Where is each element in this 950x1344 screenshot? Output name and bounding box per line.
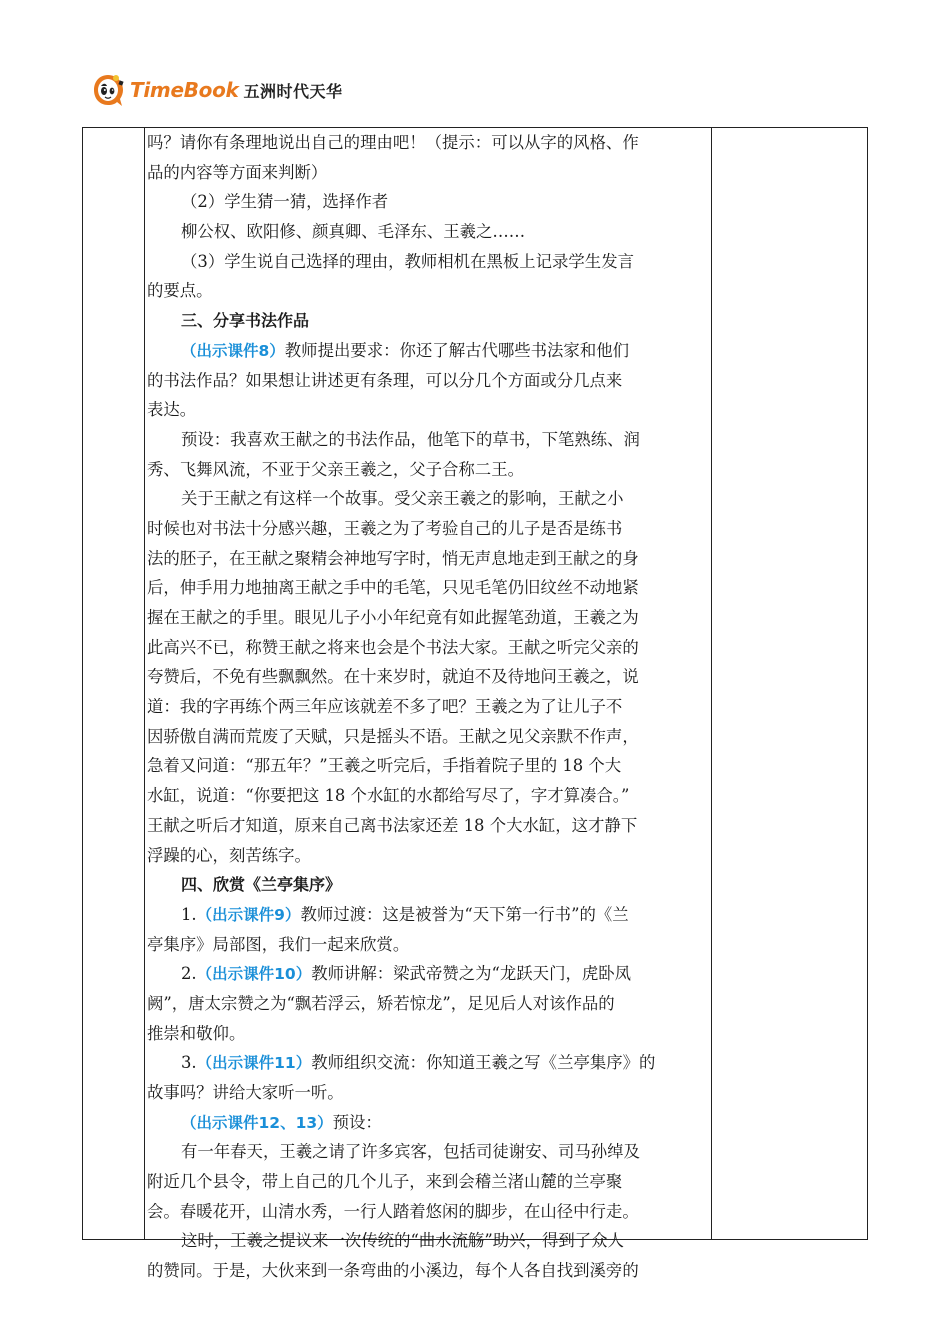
text-line (145, 1226, 711, 1256)
line-text: 后，伸手用力地抽离王献之手中的毛笔，只见毛笔仍旧纹丝不动地紧 (147, 578, 639, 598)
text-line (145, 455, 711, 485)
line-text: （2）学生猜一猜，选择作者 (181, 192, 389, 212)
logo (92, 70, 343, 110)
text-line (145, 395, 711, 425)
text-line (145, 484, 711, 514)
line-text: 秀、飞舞风流，不亚于父亲王羲之，父子合称二王。 (147, 459, 524, 479)
text-line (145, 1108, 711, 1138)
text-line (145, 276, 711, 306)
timebook-mascot-icon (92, 72, 126, 108)
text-line (145, 128, 711, 158)
text-line (145, 722, 711, 752)
line-text: 的赞同。于是，大伙来到一条弯曲的小溪边，每个人各自找到溪旁的 (147, 1261, 639, 1281)
text-line (145, 751, 711, 781)
table-divider-right (711, 128, 712, 1239)
text-line (145, 544, 711, 574)
line-text: 教师讲解：梁武帝赞之为“龙跃天门，虎卧凤 (311, 964, 632, 984)
text-line (145, 692, 711, 722)
text-line (145, 633, 711, 663)
text-line (145, 187, 711, 217)
line-text: 阙”，唐太宗赞之为“飘若浮云，矫若惊龙”，足见后人对该作品的 (147, 993, 615, 1013)
item-number: 3. (181, 1053, 197, 1073)
line-text: 表达。 (147, 400, 197, 420)
item-number: 1. (181, 904, 197, 924)
line-text: 法的胚子，在王献之聚精会神地写字时，悄无声息地走到王献之的身 (147, 548, 639, 568)
courseware-tag: （出示课件11） (196, 1054, 312, 1073)
courseware-tag: （出示课件8） (181, 341, 285, 360)
text-line (145, 336, 711, 366)
line-text: 柳公权、欧阳修、颜真卿、毛泽东、王羲之…… (181, 222, 526, 242)
line-text: 握在王献之的手里。眼见儿子小小年纪竟有如此握笔劲道，王羲之为 (147, 608, 639, 627)
text-line (145, 662, 711, 692)
text-line (145, 841, 711, 871)
text-line (145, 247, 711, 277)
line-text: 品的内容等方面来判断） (147, 162, 328, 182)
line-text: 时候也对书法十分感兴趣，王羲之为了考验自己的儿子是否是练书 (147, 518, 623, 538)
text-line (145, 1167, 711, 1197)
line-text: 此高兴不已，称赞王献之将来也会是个书法大家。王献之听完父亲的 (147, 637, 639, 657)
line-text: 的要点。 (147, 281, 213, 301)
text-line (145, 158, 711, 188)
section-heading (145, 306, 711, 336)
line-text: 的书法作品？如果想让讲述更有条理，可以分几个方面或分几点来 (147, 370, 623, 390)
line-text: 有一年春天，王羲之请了许多宾客，包括司徒谢安、司马孙绰及 (181, 1142, 640, 1162)
line-text: 道：我的字再练个两三年应该就差不多了吧？王羲之为了让儿子不 (147, 697, 623, 717)
line-text: 急着又问道：“那五年？”王羲之听完后，手指着院子里的 18 个大 (147, 756, 622, 776)
line-text: 亭集序》局部图，我们一起来欣赏。 (147, 934, 410, 954)
line-text: 浮躁的心，刻苦练字。 (147, 845, 311, 865)
text-line (145, 514, 711, 544)
line-text: 因骄傲自满而荒废了天赋，只是摇头不语。王献之见父亲默不作声， (147, 726, 639, 746)
text-line (145, 959, 711, 989)
text-line (145, 1078, 711, 1108)
line-text: （3）学生说自己选择的理由，教师相机在黑板上记录学生发言 (181, 251, 634, 271)
text-line (145, 989, 711, 1019)
text-line (145, 573, 711, 603)
courseware-tag: （出示课件10） (196, 965, 312, 984)
line-text: 关于王献之有这样一个故事。受父亲王羲之的影响，王献之小 (181, 489, 624, 509)
line-text: 教师提出要求：你还了解古代哪些书法家和他们 (284, 340, 629, 360)
text-line (145, 1256, 711, 1286)
heading-text: 三、分享书法作品 (181, 311, 310, 331)
line-text: 推崇和敬仰。 (147, 1023, 246, 1043)
text-line (145, 1137, 711, 1167)
line-text: 夸赞后，不免有些飘飘然。在十来岁时，就迫不及待地问王羲之，说 (147, 667, 639, 687)
logo-brand-cn: 五洲时代天华 (243, 81, 343, 101)
text-line (145, 1019, 711, 1049)
courseware-tag: （出示课件9） (196, 905, 301, 924)
text-line (145, 930, 711, 960)
text-line (145, 603, 711, 633)
heading-text: 四、欣赏《兰亭集序》 (181, 875, 342, 895)
lesson-content-column (145, 128, 711, 1286)
section-heading (145, 870, 711, 900)
line-text: 预设： (332, 1112, 382, 1132)
line-text: 教师过渡：这是被誉为“天下第一行书”的《兰 (300, 904, 629, 924)
line-text: 水缸，说道：“你要把这 18 个水缸的水都给写尽了，字才算凑合。” (147, 786, 630, 806)
logo-brand-en: TimeBook (130, 78, 239, 102)
text-line (145, 1048, 711, 1078)
line-text: 预设：我喜欢王献之的书法作品，他笔下的草书，下笔熟练、润 (181, 429, 640, 449)
line-text: 会。春暖花开，山清水秀，一行人踏着悠闲的脚步，在山径中行走。 (147, 1201, 639, 1221)
text-line (145, 900, 711, 930)
text-line (145, 425, 711, 455)
line-text: 故事吗？讲给大家听一听。 (147, 1083, 344, 1102)
text-line (145, 1197, 711, 1227)
line-text: 吗？请你有条理地说出自己的理由吧！（提示：可以从字的风格、作 (147, 133, 639, 152)
line-text: 王献之听后才知道，原来自己离书法家还差 18 个大水缸，这才静下 (147, 815, 638, 835)
line-text: 附近几个县令，带上自己的几个儿子，来到会稽兰渚山麓的兰亭聚 (147, 1172, 623, 1192)
text-line (145, 811, 711, 841)
item-number: 2. (181, 964, 197, 984)
text-line (145, 366, 711, 396)
line-text: 这时，王羲之提议来一次传统的“曲水流觞”助兴，得到了众人 (181, 1231, 624, 1251)
text-line (145, 217, 711, 247)
line-text: 教师组织交流：你知道王羲之写《兰亭集序》的 (311, 1053, 656, 1073)
lesson-plan-table (82, 127, 868, 1281)
text-line (145, 781, 711, 811)
courseware-tag: （出示课件12、13） (181, 1113, 333, 1132)
